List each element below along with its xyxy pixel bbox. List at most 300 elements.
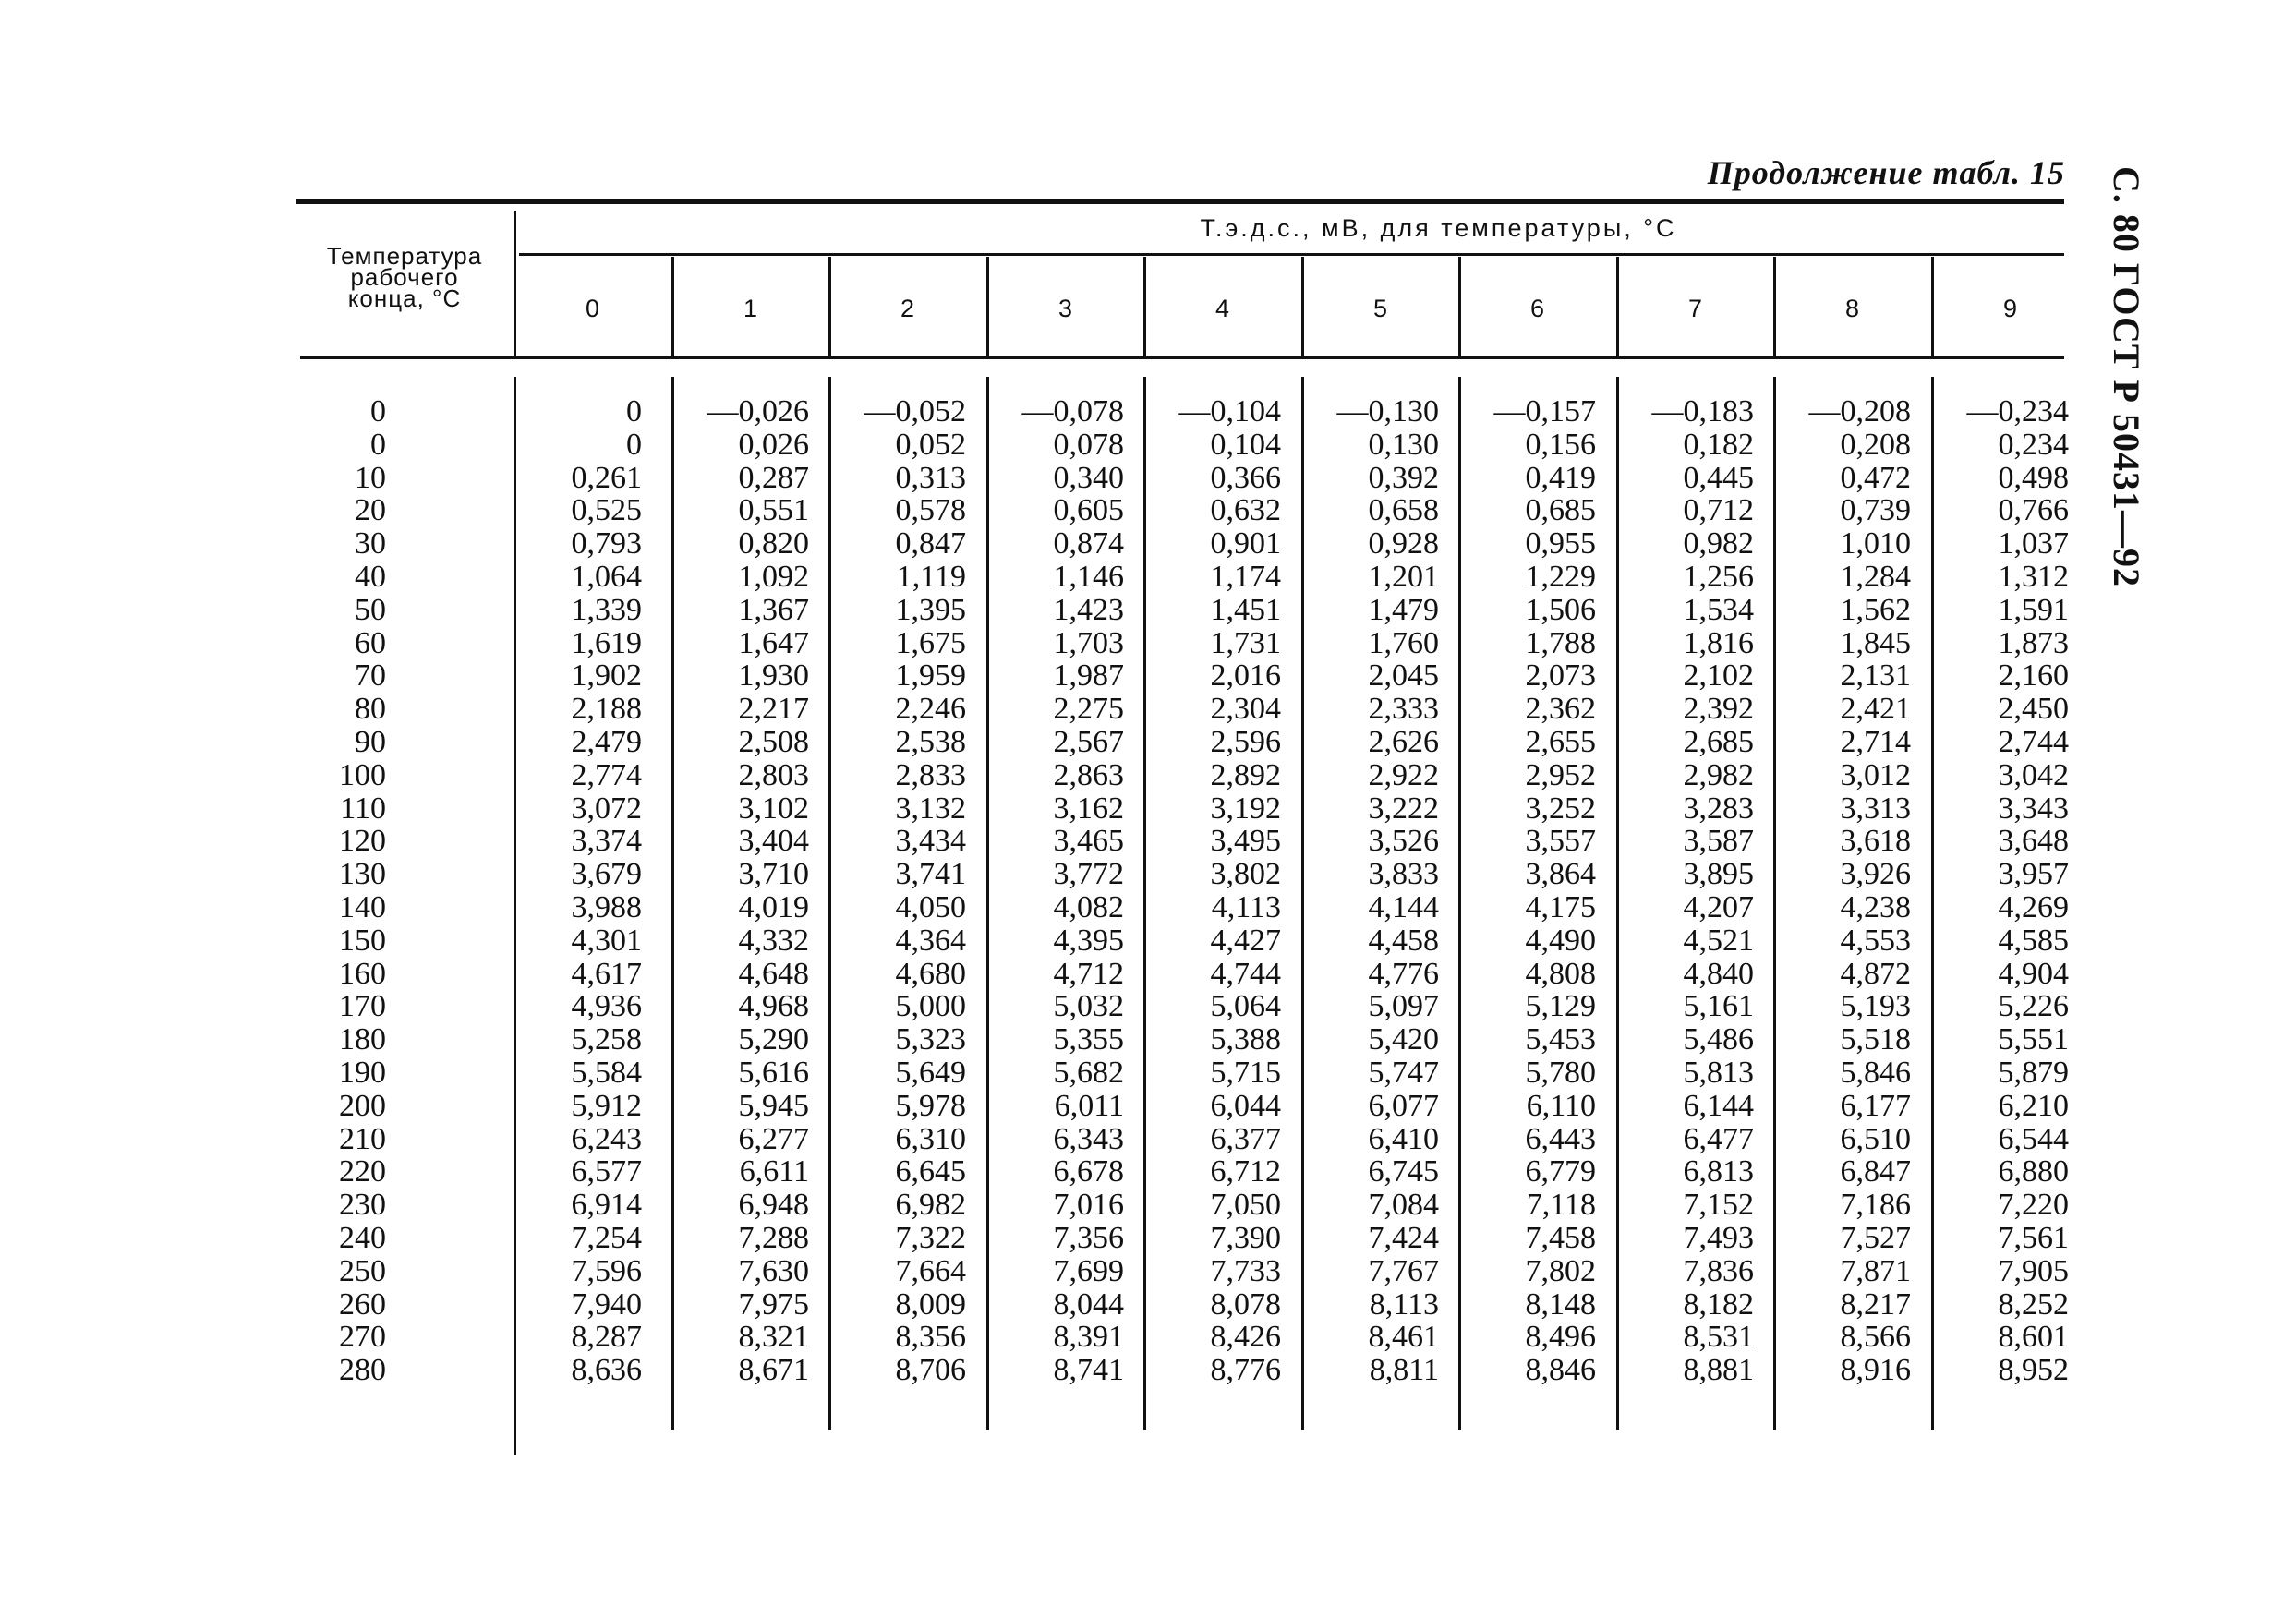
emf-value-cell: —0,052	[864, 394, 966, 429]
emf-value-cell: 3,957	[1998, 857, 2069, 891]
emf-value-cell: 6,712	[1210, 1154, 1281, 1189]
emf-value-cell: 1,816	[1683, 626, 1754, 660]
emf-value-cell: 8,461	[1368, 1320, 1439, 1354]
emf-value-cell: 2,275	[1053, 692, 1124, 726]
emf-value-cell: 2,131	[1840, 658, 1911, 693]
emf-value-cell: 0,525	[571, 493, 642, 527]
emf-value-cell: 3,802	[1210, 857, 1281, 891]
emf-value-cell: 2,685	[1683, 725, 1754, 759]
temperature-cell: 30	[355, 526, 386, 561]
emf-value-cell: 8,741	[1053, 1353, 1124, 1387]
emf-value-cell: 3,895	[1683, 857, 1754, 891]
emf-value-cell: 1,930	[738, 658, 809, 693]
emf-value-cell: 3,313	[1840, 791, 1911, 826]
column-header: 8	[1844, 295, 1860, 322]
emf-value-cell: 6,343	[1053, 1122, 1124, 1156]
emf-value-cell: —0,208	[1808, 394, 1911, 429]
emf-value-cell: 4,082	[1053, 890, 1124, 924]
temperature-header-line: рабочего	[350, 263, 459, 291]
emf-value-cell: 3,434	[895, 824, 966, 858]
emf-value-cell: 6,077	[1368, 1089, 1439, 1123]
emf-value-cell: 5,978	[895, 1089, 966, 1123]
temperature-cell: 70	[355, 658, 386, 693]
emf-value-cell: 3,495	[1210, 824, 1281, 858]
emf-value-cell: 5,912	[571, 1089, 642, 1123]
emf-value-cell: 7,016	[1053, 1188, 1124, 1222]
emf-value-cell: 8,426	[1210, 1320, 1281, 1354]
emf-value-cell: 2,714	[1840, 725, 1911, 759]
emf-value-cell: 4,968	[738, 989, 809, 1023]
emf-value-cell: 8,846	[1525, 1353, 1596, 1387]
emf-value-cell: —0,078	[1021, 394, 1124, 429]
emf-value-cell: 7,220	[1998, 1188, 2069, 1222]
temperature-cell: 270	[339, 1320, 386, 1354]
emf-value-cell: —0,026	[707, 394, 809, 429]
emf-value-cell: 8,009	[895, 1287, 966, 1322]
emf-value-cell: 3,132	[895, 791, 966, 826]
temperature-cell: 190	[339, 1056, 386, 1090]
emf-value-cell: 8,671	[738, 1353, 809, 1387]
emf-value-cell: —0,130	[1336, 394, 1439, 429]
emf-value-cell: 1,037	[1998, 526, 2069, 561]
emf-value-cell: 0,419	[1525, 461, 1596, 495]
emf-value-cell: 8,601	[1998, 1320, 2069, 1354]
emf-value-cell: —0,234	[1966, 394, 2069, 429]
emf-value-cell: 3,864	[1525, 857, 1596, 891]
emf-value-cell: 3,741	[895, 857, 966, 891]
emf-value-cell: 4,585	[1998, 924, 2069, 958]
emf-value-cell: 1,339	[571, 593, 642, 627]
emf-value-cell: 8,881	[1683, 1353, 1754, 1387]
emf-value-cell: 5,161	[1683, 989, 1754, 1023]
emf-value-cell: 0,472	[1840, 461, 1911, 495]
temperature-cell: 20	[355, 493, 386, 527]
emf-value-cell: 3,162	[1053, 791, 1124, 826]
emf-value-cell: 1,312	[1998, 560, 2069, 594]
emf-value-cell: 7,975	[738, 1287, 809, 1322]
emf-value-cell: 3,710	[738, 857, 809, 891]
emf-value-cell: 0,847	[895, 526, 966, 561]
column-header: 5	[1372, 295, 1388, 322]
emf-value-cell: 8,148	[1525, 1287, 1596, 1322]
emf-value-cell: 8,776	[1210, 1353, 1281, 1387]
emf-value-cell: 1,506	[1525, 593, 1596, 627]
column-header: 0	[585, 295, 600, 322]
emf-value-cell: 5,649	[895, 1056, 966, 1090]
emf-value-cell: 3,679	[571, 857, 642, 891]
emf-value-cell: 4,936	[571, 989, 642, 1023]
emf-value-cell: 8,391	[1053, 1320, 1124, 1354]
emf-value-cell: 1,367	[738, 593, 809, 627]
continuation-caption: Продолжение табл. 15	[1707, 154, 2065, 191]
emf-value-cell: 2,304	[1210, 692, 1281, 726]
emf-value-cell: 2,833	[895, 758, 966, 792]
emf-value-cell: 7,186	[1840, 1188, 1911, 1222]
emf-value-cell: 0,982	[1683, 526, 1754, 561]
emf-value-cell: 1,010	[1840, 526, 1911, 561]
emf-value-cell: 0,261	[571, 461, 642, 495]
emf-value-cell: 1,174	[1210, 560, 1281, 594]
emf-value-cell: 0,498	[1998, 461, 2069, 495]
emf-value-cell: 6,110	[1526, 1089, 1596, 1123]
emf-value-cell: 5,193	[1840, 989, 1911, 1023]
emf-value-cell: 5,032	[1053, 989, 1124, 1023]
emf-value-cell: 0,078	[1053, 428, 1124, 462]
emf-value-cell: 1,479	[1368, 593, 1439, 627]
side-page-label-text: С. 80 ГОСТ Р 50431—92	[2106, 166, 2147, 587]
emf-value-cell: —0,183	[1651, 394, 1754, 429]
column-header: 1	[743, 295, 758, 322]
emf-value-cell: 4,175	[1525, 890, 1596, 924]
emf-value-cell: 7,561	[1998, 1221, 2069, 1255]
emf-value-cell: 6,645	[895, 1154, 966, 1189]
emf-value-cell: 5,945	[738, 1089, 809, 1123]
emf-value-cell: 1,064	[571, 560, 642, 594]
emf-value-cell: 4,458	[1368, 924, 1439, 958]
emf-value-cell: 4,238	[1840, 890, 1911, 924]
emf-value-cell: 1,201	[1368, 560, 1439, 594]
emf-value-cell: 7,254	[571, 1221, 642, 1255]
emf-value-cell: 4,207	[1683, 890, 1754, 924]
emf-value-cell: 1,731	[1210, 626, 1281, 660]
emf-value-cell: 7,458	[1525, 1221, 1596, 1255]
emf-value-cell: 8,217	[1840, 1287, 1911, 1322]
emf-value-cell: 3,283	[1683, 791, 1754, 826]
emf-value-cell: 6,377	[1210, 1122, 1281, 1156]
emf-value-cell: 2,922	[1368, 758, 1439, 792]
emf-value-cell: 4,050	[895, 890, 966, 924]
emf-value-cell: 2,596	[1210, 725, 1281, 759]
temperature-cell: 80	[355, 692, 386, 726]
emf-value-cell: 7,940	[571, 1287, 642, 1322]
emf-value-cell: 7,390	[1210, 1221, 1281, 1255]
emf-value-cell: 2,655	[1525, 725, 1596, 759]
emf-value-cell: 0,739	[1840, 493, 1911, 527]
emf-value-cell: 7,596	[571, 1254, 642, 1288]
emf-value-cell: 3,465	[1053, 824, 1124, 858]
emf-value-cell: 3,988	[571, 890, 642, 924]
emf-value-cell: 1,423	[1053, 593, 1124, 627]
emf-value-cell: 0,366	[1210, 461, 1281, 495]
emf-value-cell: 8,044	[1053, 1287, 1124, 1322]
emf-value-cell: 2,217	[738, 692, 809, 726]
emf-value-cell: 6,779	[1525, 1154, 1596, 1189]
temperature-cell: 250	[339, 1254, 386, 1288]
emf-value-cell: 4,904	[1998, 957, 2069, 991]
emf-value-cell: 5,551	[1998, 1022, 2069, 1057]
temperature-cell: 180	[339, 1022, 386, 1057]
emf-value-cell: 6,144	[1683, 1089, 1754, 1123]
emf-value-cell: 8,811	[1369, 1353, 1439, 1387]
emf-value-cell: 2,073	[1525, 658, 1596, 693]
emf-value-cell: 5,000	[895, 989, 966, 1023]
emf-value-cell: 1,675	[895, 626, 966, 660]
emf-value-cell: 4,680	[895, 957, 966, 991]
temperature-cell: 240	[339, 1221, 386, 1255]
emf-value-cell: 8,496	[1525, 1320, 1596, 1354]
emf-value-cell: 7,871	[1840, 1254, 1911, 1288]
emf-value-cell: 0	[626, 394, 642, 429]
emf-value-cell: 2,479	[571, 725, 642, 759]
emf-value-cell: 8,356	[895, 1320, 966, 1354]
emf-value-cell: 4,490	[1525, 924, 1596, 958]
temperature-header	[296, 242, 514, 312]
emf-value-cell: 3,072	[571, 791, 642, 826]
emf-value-cell: 4,648	[738, 957, 809, 991]
emf-value-cell: 4,144	[1368, 890, 1439, 924]
emf-value-cell: 0,766	[1998, 493, 2069, 527]
temperature-cell: 100	[339, 758, 386, 792]
emf-value-cell: 2,744	[1998, 725, 2069, 759]
emf-value-cell: 2,160	[1998, 658, 2069, 693]
temperature-cell: 130	[339, 857, 386, 891]
emf-value-cell: 5,355	[1053, 1022, 1124, 1057]
emf-value-cell: 0,182	[1683, 428, 1754, 462]
emf-value-cell: 5,846	[1840, 1056, 1911, 1090]
emf-value-cell: 1,591	[1998, 593, 2069, 627]
emf-value-cell: 7,905	[1998, 1254, 2069, 1288]
emf-value-cell: 3,404	[738, 824, 809, 858]
emf-value-cell: 8,952	[1998, 1353, 2069, 1387]
emf-value-cell: 7,527	[1840, 1221, 1911, 1255]
emf-value-cell: 6,544	[1998, 1122, 2069, 1156]
emf-value-cell: 8,287	[571, 1320, 642, 1354]
emf-value-cell: 5,682	[1053, 1056, 1124, 1090]
emf-value-cell: 4,776	[1368, 957, 1439, 991]
temperature-cell: 280	[339, 1353, 386, 1387]
header-sub-rule	[519, 253, 2064, 256]
emf-value-cell: 7,118	[1526, 1188, 1596, 1222]
emf-value-cell: 8,252	[1998, 1287, 2069, 1322]
emf-value-cell: 2,333	[1368, 692, 1439, 726]
emf-value-cell: 0,551	[738, 493, 809, 527]
emf-value-cell: 5,813	[1683, 1056, 1754, 1090]
emf-value-cell: 0,658	[1368, 493, 1439, 527]
emf-value-cell: 1,987	[1053, 658, 1124, 693]
emf-value-cell: 7,630	[738, 1254, 809, 1288]
emf-value-cell: 0,234	[1998, 428, 2069, 462]
emf-value-cell: 2,045	[1368, 658, 1439, 693]
emf-value-cell: 6,678	[1053, 1154, 1124, 1189]
emf-value-cell: 3,252	[1525, 791, 1596, 826]
temperature-cell: 150	[339, 924, 386, 958]
emf-value-cell: 0,156	[1525, 428, 1596, 462]
emf-value-cell: 7,664	[895, 1254, 966, 1288]
emf-value-cell: 5,453	[1525, 1022, 1596, 1057]
emf-value-cell: 0,578	[895, 493, 966, 527]
temperature-cell: 50	[355, 593, 386, 627]
temperature-cell: 170	[339, 989, 386, 1023]
emf-value-cell: 3,012	[1840, 758, 1911, 792]
emf-value-cell: 3,222	[1368, 791, 1439, 826]
emf-value-cell: 2,508	[738, 725, 809, 759]
temperature-cell: 110	[340, 791, 386, 826]
temperature-cell: 160	[339, 957, 386, 991]
emf-value-cell: 1,873	[1998, 626, 2069, 660]
emf-value-cell: 0,340	[1053, 461, 1124, 495]
emf-value-cell: 0,793	[571, 526, 642, 561]
emf-value-cell: 1,451	[1210, 593, 1281, 627]
emf-value-cell: 0,026	[738, 428, 809, 462]
emf-value-cell: 6,310	[895, 1122, 966, 1156]
emf-value-cell: 3,557	[1525, 824, 1596, 858]
emf-value-cell: 0,392	[1368, 461, 1439, 495]
emf-value-cell: 1,788	[1525, 626, 1596, 660]
emf-value-cell: 1,395	[895, 593, 966, 627]
temperature-cell: 210	[339, 1122, 386, 1156]
emf-value-cell: 6,880	[1998, 1154, 2069, 1189]
temperature-cell: 10	[355, 461, 386, 495]
emf-value-cell: 0,104	[1210, 428, 1281, 462]
column-header: 3	[1057, 295, 1073, 322]
emf-value-cell: 0,820	[738, 526, 809, 561]
emf-value-cell: 0,712	[1683, 493, 1754, 527]
temperature-cell: 120	[339, 824, 386, 858]
emf-value-cell: 3,102	[738, 791, 809, 826]
emf-value-cell: 5,064	[1210, 989, 1281, 1023]
emf-value-cell: 3,618	[1840, 824, 1911, 858]
emf-value-cell: 5,290	[738, 1022, 809, 1057]
emf-value-cell: 7,288	[738, 1221, 809, 1255]
emf-value-cell: 1,092	[738, 560, 809, 594]
emf-value-cell: 2,952	[1525, 758, 1596, 792]
header-column-divider	[514, 211, 516, 356]
emf-value-cell: 4,744	[1210, 957, 1281, 991]
emf-value-cell: 3,587	[1683, 824, 1754, 858]
emf-value-cell: 2,803	[738, 758, 809, 792]
emf-value-cell: 5,258	[571, 1022, 642, 1057]
emf-value-cell: 5,584	[571, 1056, 642, 1090]
temperature-cell: 260	[339, 1287, 386, 1322]
emf-value-cell: 1,256	[1683, 560, 1754, 594]
emf-value-cell: 5,420	[1368, 1022, 1439, 1057]
emf-value-cell: 6,577	[571, 1154, 642, 1189]
emf-value-cell: 3,192	[1210, 791, 1281, 826]
emf-value-cell: 5,715	[1210, 1056, 1281, 1090]
emf-value-cell: 0,632	[1210, 493, 1281, 527]
emf-value-cell: 0,445	[1683, 461, 1754, 495]
emf-value-cell: 7,356	[1053, 1221, 1124, 1255]
emf-value-cell: 5,486	[1683, 1022, 1754, 1057]
emf-value-cell: 6,813	[1683, 1154, 1754, 1189]
temperature-cell: 140	[339, 890, 386, 924]
column-header: 6	[1529, 295, 1545, 322]
emf-value-cell: 6,914	[571, 1188, 642, 1222]
emf-value-cell: 7,050	[1210, 1188, 1281, 1222]
emf-value-cell: 4,808	[1525, 957, 1596, 991]
emf-value-cell: 4,301	[571, 924, 642, 958]
emf-value-cell: 3,926	[1840, 857, 1911, 891]
emf-value-cell: 4,840	[1683, 957, 1754, 991]
emf-value-cell: 4,395	[1053, 924, 1124, 958]
emf-value-cell: 4,427	[1210, 924, 1281, 958]
emf-value-cell: 1,959	[895, 658, 966, 693]
emf-value-cell: 5,226	[1998, 989, 2069, 1023]
emf-value-cell: 5,388	[1210, 1022, 1281, 1057]
emf-value-cell: 1,845	[1840, 626, 1911, 660]
emf-value-cell: 2,774	[571, 758, 642, 792]
emf-value-cell: 6,044	[1210, 1089, 1281, 1123]
emf-value-cell: 4,872	[1840, 957, 1911, 991]
emf-value-cell: 8,182	[1683, 1287, 1754, 1322]
emf-value-cell: 0,052	[895, 428, 966, 462]
emf-value-cell: —0,104	[1178, 394, 1281, 429]
emf-value-cell: 8,531	[1683, 1320, 1754, 1354]
column-header: 4	[1214, 295, 1230, 322]
side-page-label	[2106, 166, 2154, 587]
emf-value-cell: 6,745	[1368, 1154, 1439, 1189]
emf-value-cell: 0,130	[1368, 428, 1439, 462]
emf-value-cell: 4,553	[1840, 924, 1911, 958]
emf-value-cell: 2,246	[895, 692, 966, 726]
emf-value-cell: 7,836	[1683, 1254, 1754, 1288]
emf-value-cell: 7,084	[1368, 1188, 1439, 1222]
emf-value-cell: 8,113	[1369, 1287, 1439, 1322]
emf-value-cell: 4,617	[571, 957, 642, 991]
emf-value-cell: 2,626	[1368, 725, 1439, 759]
emf-value-cell: 6,611	[739, 1154, 809, 1189]
emf-value-cell: 4,332	[738, 924, 809, 958]
emf-value-cell: 3,374	[571, 824, 642, 858]
emf-value-cell: 4,019	[738, 890, 809, 924]
emf-value-cell: 2,016	[1210, 658, 1281, 693]
emf-value-cell: 1,703	[1053, 626, 1124, 660]
emf-value-cell: 0,955	[1525, 526, 1596, 561]
emf-value-cell: 1,534	[1683, 593, 1754, 627]
emf-value-cell: 3,648	[1998, 824, 2069, 858]
emf-value-cell: —0,157	[1493, 394, 1596, 429]
emf-value-cell: 0,605	[1053, 493, 1124, 527]
emf-value-cell: 6,011	[1054, 1089, 1124, 1123]
emf-value-cell: 6,948	[738, 1188, 809, 1222]
emf-value-cell: 0	[626, 428, 642, 462]
emf-value-cell: 1,647	[738, 626, 809, 660]
emf-value-cell: 0,208	[1840, 428, 1911, 462]
emf-value-cell: 2,538	[895, 725, 966, 759]
emf-value-cell: 0,928	[1368, 526, 1439, 561]
emf-value-cell: 6,443	[1525, 1122, 1596, 1156]
emf-value-cell: 0,287	[738, 461, 809, 495]
temperature-cell: 90	[355, 725, 386, 759]
emf-value-cell: 2,421	[1840, 692, 1911, 726]
emf-value-cell: 2,188	[571, 692, 642, 726]
emf-value-cell: 5,747	[1368, 1056, 1439, 1090]
emf-value-cell: 2,863	[1053, 758, 1124, 792]
emf-value-cell: 3,343	[1998, 791, 2069, 826]
emf-value-cell: 7,152	[1683, 1188, 1754, 1222]
emf-value-cell: 1,284	[1840, 560, 1911, 594]
column-header: 2	[900, 295, 915, 322]
emf-value-cell: 3,772	[1053, 857, 1124, 891]
emf-value-cell: 6,477	[1683, 1122, 1754, 1156]
temperature-cell: 60	[355, 626, 386, 660]
emf-value-cell: 5,780	[1525, 1056, 1596, 1090]
emf-value-cell: 3,833	[1368, 857, 1439, 891]
emf-value-cell: 6,177	[1840, 1089, 1911, 1123]
emf-header: Т.э.д.с., мВ, для температуры, °С	[1200, 214, 1677, 242]
emf-value-cell: 1,562	[1840, 593, 1911, 627]
emf-value-cell: 1,619	[571, 626, 642, 660]
emf-table	[296, 199, 2069, 1455]
emf-value-cell: 0,901	[1210, 526, 1281, 561]
emf-value-cell: 4,521	[1683, 924, 1754, 958]
column-header: 7	[1687, 295, 1703, 322]
emf-value-cell: 6,847	[1840, 1154, 1911, 1189]
emf-value-cell: 6,243	[571, 1122, 642, 1156]
emf-value-cell: 2,982	[1683, 758, 1754, 792]
emf-value-cell: 0,874	[1053, 526, 1124, 561]
temperature-header-line: Температура	[326, 242, 483, 270]
